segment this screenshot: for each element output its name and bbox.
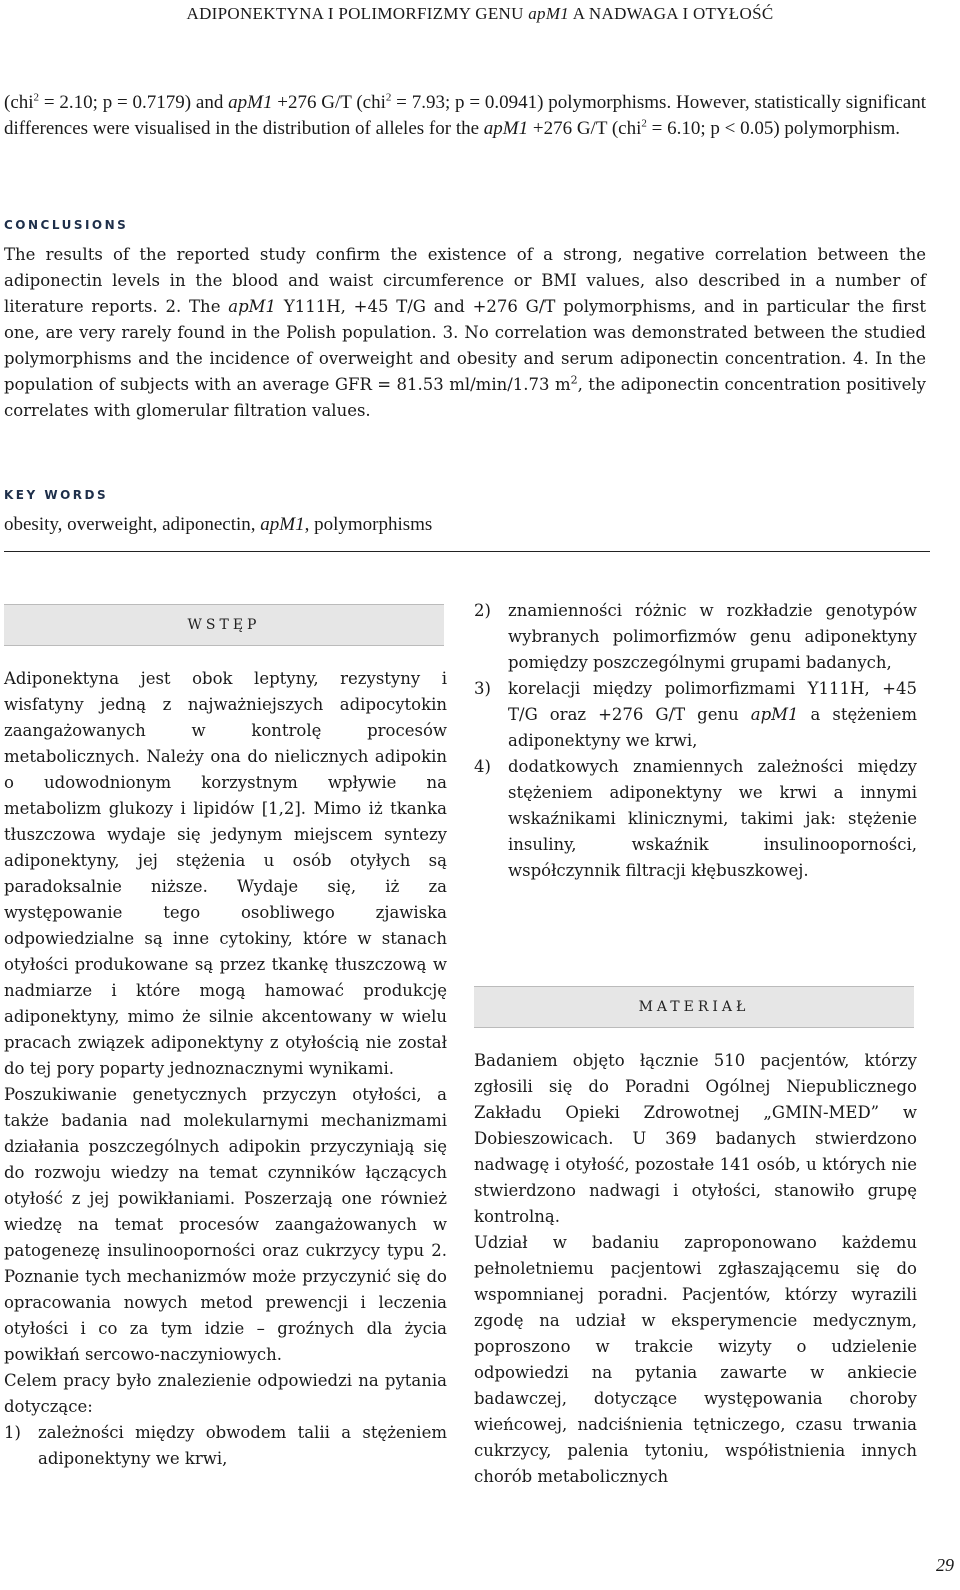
conclusions-heading: CONCLUSIONS — [4, 218, 129, 232]
running-head-gene: apM1 — [528, 4, 570, 23]
material-paragraph-1: Badaniem objęto łącznie 510 pacjentów, którzy zgłosili się do Poradni Ogólnej Niepublicznego Zakładu Opieki Zdrowotnej „GMIN-MED” w Dobieszowicach. U 369 badanych stwierdzono nadwagę i otyłość, pozostałe 141 osób, u których nie stwierdzono nadwagi i otyłości, stanowiło grupę kontrolną. — [474, 1051, 917, 1226]
intro-paragraph-3: Celem pracy było znalezienie odpowiedzi na pytania dotyczące: — [4, 1371, 447, 1416]
intro-paragraph-1: Adiponektyna jest obok leptyny, rezystyny i wisfatyny jedną z najważniejszych adipocytokin zaangażowanych w kontrolę procesów metabolicznych. Należy ona do nielicznych adipokin o udowodnionym korzystnym wpływie na metabolizm glukozy i lipidów [1,2]. Mimo iż tkanka tłuszczowa wydaje się jedynym miejscem syntezy adiponektyny, jej stężenia u osób otyłych są paradoksalnie niższe. Wydaje się, iż za występowanie tego osobliwego zjawiska odpowiedzialne są inne cytokiny, które w stanach otyłości produkowane są przez tkankę tłuszczową w nadmiarze i które mogą hamować produkcję adiponektyny, mimo że silnie akcentowany w wielu pracach związek adiponektyny z otyłością nie został do tej pory poparty jednoznacznymi wynikami. — [4, 669, 447, 1078]
key-words-heading: KEY WORDS — [4, 488, 109, 502]
aims-list — [4, 1420, 447, 1472]
list-item: 4) dodatkowych znamiennych zależności między stężeniem adiponektyny we krwi a innymi wskaźnikami klinicznymi, takimi jak: stężenie insuliny, wskaźnik insulinooporności, współczynnik filtracji kłębuszkowej. — [474, 757, 917, 880]
section-title-material: MATERIAŁ — [474, 986, 914, 1028]
right-column-text — [474, 1048, 917, 1490]
conclusions-section — [4, 212, 926, 424]
key-words-section — [4, 482, 926, 538]
left-column — [4, 666, 447, 1472]
right-column-list — [474, 598, 917, 884]
list-item: 2) znamienności różnic w rozkładzie genotypów wybranych polimorfizmów genu adiponektyny pomiędzy poszczególnymi grupami badanych, — [474, 601, 917, 672]
running-head-text-end: A NADWAGA I OTYŁOŚĆ — [569, 4, 774, 23]
intro-paragraph-2: Poszukiwanie genetycznych przyczyn otyłości, a także badania nad molekularnymi mechanizmami działania poszczególnych adipokin przyczyniają się do rozwoju wiedzy na temat czynników łączących otyłość z jej powikłaniami. Poszerzają one również wiedzę na temat procesów zaangażowanych w patogenezę insulinooporności oraz cukrzycy typu 2. Poznanie tych mechanizmów może przyczynić się do opracowania nowych metod prewencji i leczenia otyłości i co za tym idzie – groźnych dla życia powikłań sercowo-naczyniowych. — [4, 1085, 447, 1364]
conclusions-text: The results of the reported study confirm the existence of a strong, negative correlation between the adiponectin levels in the blood and waist circumference or BMI values, also described in a number of literature reports. 2. The apM1 Y111H, +45 T/G and +276 G/T polymorphisms, and in particular the first one, are very rarely found in the Polish population. 3. No correlation was demonstrated between the studied polymorphisms and the incidence of overweight and obesity and serum adiponectin concentration. 4. In the population of subjects with an average GFR = 81.53 ml/min/1.73 $m^2$, the adiponectin concentration positively correlates with glomerular filtration values. — [4, 245, 926, 420]
list-item: 3) korelacji między polimorfizmami Y111H, +45 T/G oraz +276 G/T genu apM1 a stężeniem adiponektyny we krwi, — [474, 679, 917, 750]
section-title-wstep: WSTĘP — [4, 604, 444, 646]
running-head — [0, 4, 960, 24]
material-paragraph-2: Udział w badaniu zaproponowano każdemu pełnoletniemu pacjentowi zgłaszającemu się do wspomnianej poradni. Pacjentów, którzy wyrazili zgodę na udział w eksperymencie medycznym, poproszono w trakcie wizyty o udzielenie odpowiedzi na pytania zawarte w ankiecie badawczej, dotyczące występowania choroby wieńcowej, nadciśnienia tętniczego, czasu trwania cukrzycy, palenia tytoniu, współistnienia innych chorób metabolicznych — [474, 1233, 917, 1486]
aims-list-continued — [474, 598, 917, 884]
results-tail-paragraph: (chi$^2$ = 2.10; p = 0.7179) and apM1 +276 G/T (chi$^2$ = 7.93; p = 0.0941) polymorphisms. However, statistically significant differences were visualised in the distribution of alleles for the apM1 +276 G/T (chi$^2$ = 6.10; p < 0.05) polymorphism. — [4, 91, 926, 139]
running-head-text: ADIPONEKTYNA I POLIMORFIZMY GENU — [186, 4, 529, 23]
section-divider — [4, 551, 930, 552]
key-words-text: obesity, overweight, adiponectin, apM1, polymorphisms — [4, 514, 433, 535]
page-number: 29 — [936, 1555, 954, 1575]
list-item: 1) zależności między obwodem talii a stężeniem adiponektyny we krwi, — [4, 1423, 447, 1468]
